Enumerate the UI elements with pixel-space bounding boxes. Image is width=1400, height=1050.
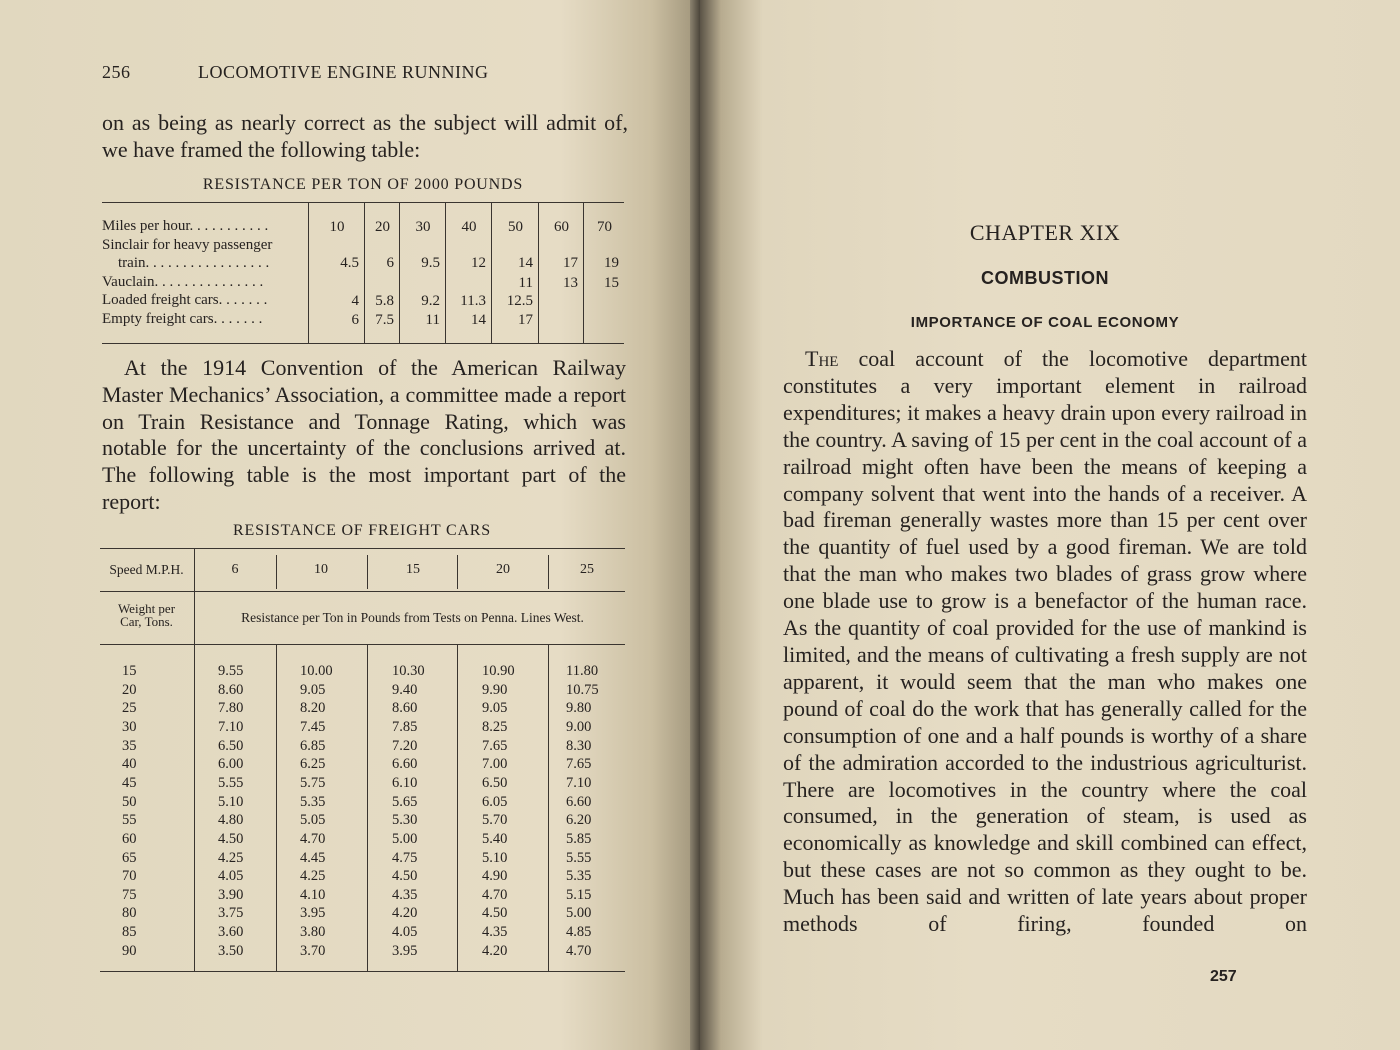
sinclair-value: 4.5 (340, 255, 359, 271)
resistance-cell: 4.80 (218, 812, 244, 829)
resistance-cell: 7.65 (482, 737, 508, 754)
resistance-cell: 10.30 (392, 663, 425, 679)
table-row (100, 794, 625, 813)
table-row (100, 868, 625, 887)
speed-header: 25 (580, 562, 594, 577)
left-page-number: 256 (102, 62, 131, 82)
resistance-cell: 3.70 (300, 942, 326, 959)
resistance-cell: 4.10 (300, 886, 326, 903)
sinclair-value: 12 (471, 255, 486, 271)
resistance-cell: 4.70 (482, 886, 508, 903)
resistance-cell: 4.85 (566, 924, 592, 941)
table1-speed-header: 40 (461, 219, 477, 235)
resistance-cell: 3.95 (300, 905, 326, 922)
resistance-cell: 3.80 (300, 924, 326, 941)
resistance-cell: 9.80 (566, 700, 592, 717)
lead-word: The (805, 346, 839, 371)
convention-paragraph (102, 355, 626, 516)
table-row (100, 850, 625, 869)
resistance-cell: 4.35 (482, 924, 508, 941)
resistance-cell: 10.75 (566, 681, 599, 698)
resistance-cell: 7.80 (218, 700, 244, 717)
combustion-paragraph (783, 346, 1307, 938)
car-weight-cell: 85 (122, 924, 137, 941)
resistance-cell: 10.00 (300, 663, 333, 679)
empty-freight-value: 6 (351, 312, 359, 328)
resistance-cell: 6.20 (566, 812, 592, 829)
table-row (100, 700, 625, 719)
table-row (100, 831, 625, 850)
car-weight-cell: 60 (122, 830, 137, 847)
resistance-cell: 7.45 (300, 718, 326, 735)
table-row (100, 775, 625, 794)
loaded-freight-value: 4 (351, 293, 359, 309)
resistance-cell: 3.95 (392, 942, 418, 959)
resistance-cell: 5.10 (482, 849, 508, 866)
table1-label: Vauclain. . . . . . . . . . . . . . . (102, 273, 264, 290)
table-row (100, 887, 625, 906)
resistance-cell: 4.45 (300, 849, 326, 866)
empty-freight-value: 17 (518, 312, 533, 328)
resistance-cell: 5.35 (300, 793, 326, 810)
sinclair-value: 6 (386, 255, 394, 271)
running-head-title: LOCOMOTIVE ENGINE RUNNING (198, 62, 489, 82)
resistance-cell: 5.10 (218, 793, 244, 810)
resistance-cell: 10.90 (482, 663, 515, 679)
table-row (100, 924, 625, 943)
table-resistance-freight-cars (100, 548, 625, 972)
car-weight-cell: 15 (122, 663, 137, 679)
table-row (100, 943, 625, 962)
sinclair-value: 17 (563, 255, 578, 271)
table1-speed-header: 20 (375, 219, 390, 235)
resistance-cell: 5.55 (566, 849, 592, 866)
table1-speed-column (399, 203, 446, 343)
loaded-freight-value: 9.2 (421, 293, 440, 309)
resistance-cell: 6.50 (218, 737, 244, 754)
table1-label: Miles per hour. . . . . . . . . . . (102, 218, 269, 234)
resistance-cell: 4.05 (392, 924, 418, 941)
resistance-cell: 3.75 (218, 905, 244, 922)
chapter-heading: CHAPTER XIX (969, 220, 1121, 245)
resistance-cell: 5.15 (566, 886, 592, 903)
resistance-cell: 5.00 (566, 905, 592, 922)
sinclair-value: 19 (604, 255, 619, 271)
section-heading: IMPORTANCE OF COAL ECONOMY (910, 314, 1180, 331)
table1-label: train. . . . . . . . . . . . . . . . . (118, 255, 270, 271)
resistance-cell: 5.70 (482, 812, 508, 829)
speed-header: 10 (314, 562, 328, 577)
car-weight-cell: 80 (122, 905, 137, 922)
resistance-cell: 9.05 (300, 681, 326, 698)
combustion-paragraph-text: coal account of the locomotive department constitutes a very important element in railroad expenditures; it makes a heavy drain upon every railroad in the country. A saving of 15 per cent in the coal account of a railroad might often have been the means of keeping a company solvent that went into the hands of a receiver. A bad fireman generally wastes more than 15 per cent over the quantity of fuel used by a good fireman. We are told that the man who makes two blades of grass grow where one blade use to grow is a benefactor of the human race. As the quantity of coal provided for the use of mankind is limited, and the means of cultivating a fresh supply are not apparent, it would seem that the man who makes one pound of coal do the work that has generally called for the consumption of one and a half pounds is worthy of a share of the admiration accorded to the industrious agriculturist. There are locomotives in the country where the coal consumed, in the generation of steam, is used as economically as knowledge and skill combined can effect, but these cases are not so common as they ought to be. Much has been said and written of late years about proper methods of firing, founded on (783, 346, 1307, 937)
resistance-cell: 8.30 (566, 737, 592, 754)
resistance-cell: 9.55 (218, 663, 244, 679)
car-weight-cell: 30 (122, 718, 137, 735)
resistance-cell: 4.20 (482, 942, 508, 959)
resistance-cell: 6.05 (482, 793, 508, 810)
speed-header: 20 (496, 562, 510, 577)
running-head (102, 62, 642, 83)
resistance-cell: 5.30 (392, 812, 418, 829)
resistance-cell: 5.05 (300, 812, 326, 829)
table2-header-row (100, 549, 625, 592)
car-weight-cell: 90 (122, 942, 137, 959)
resistance-cell: 5.65 (392, 793, 418, 810)
table1-speed-column (538, 203, 584, 343)
resistance-cell: 9.00 (566, 718, 592, 735)
table1-speed-header: 50 (508, 219, 523, 235)
table1-speed-column (364, 203, 400, 343)
vauclain-value: 15 (604, 275, 619, 291)
empty-freight-value: 14 (471, 312, 486, 328)
resistance-cell: 3.90 (218, 886, 244, 903)
sinclair-value: 14 (518, 255, 533, 271)
table2-caption: RESISTANCE OF FREIGHT CARS (233, 522, 491, 539)
table-row (100, 719, 625, 738)
resistance-cell: 7.00 (482, 756, 508, 773)
resistance-cell: 8.25 (482, 718, 508, 735)
weight-label-line2: Car, Tons. (120, 614, 173, 629)
resistance-cell: 4.25 (218, 849, 244, 866)
resistance-cell: 5.35 (566, 868, 592, 885)
resistance-cell: 5.85 (566, 830, 592, 847)
resistance-cell: 4.25 (300, 868, 326, 885)
table-row (100, 756, 625, 775)
speed-label: Speed M.P.H. (109, 562, 184, 577)
resistance-cell: 4.70 (300, 830, 326, 847)
loaded-freight-value: 5.8 (375, 293, 394, 309)
table1-speed-column (308, 203, 365, 343)
resistance-cell: 3.60 (218, 924, 244, 941)
resistance-cell: 6.60 (392, 756, 418, 773)
vauclain-value: 11 (518, 275, 533, 291)
table1-speed-column (445, 203, 492, 343)
sinclair-value: 9.5 (421, 255, 440, 271)
table1-speed-column (583, 203, 625, 343)
table1-speed-header: 10 (329, 219, 345, 235)
table1-speed-column (491, 203, 539, 343)
resistance-cell: 6.25 (300, 756, 326, 773)
resistance-cell: 7.65 (566, 756, 592, 773)
resistance-cell: 3.50 (218, 942, 244, 959)
table-row (100, 738, 625, 757)
table2-subheader (100, 592, 625, 645)
resistance-cell: 4.50 (218, 830, 244, 847)
resistance-cell: 8.20 (300, 700, 326, 717)
resistance-cell: 5.40 (482, 830, 508, 847)
table2-description: Resistance per Ton in Pounds from Tests on Penna. Lines West. (241, 610, 584, 625)
car-weight-cell: 65 (122, 849, 137, 866)
resistance-cell: 5.00 (392, 830, 418, 847)
resistance-cell: 4.20 (392, 905, 418, 922)
car-weight-cell: 70 (122, 868, 137, 885)
empty-freight-value: 11 (425, 312, 440, 328)
resistance-cell: 8.60 (392, 700, 418, 717)
table1-speed-header: 60 (554, 219, 569, 235)
resistance-cell: 7.85 (392, 718, 418, 735)
intro-paragraph: on as being as nearly correct as the subject will admit of, we have framed the following table: (102, 110, 628, 162)
empty-freight-value: 7.5 (375, 312, 394, 328)
resistance-cell: 6.00 (218, 756, 244, 773)
resistance-cell: 8.60 (218, 681, 244, 698)
table1-label: Sinclair for heavy passenger (102, 236, 273, 253)
resistance-cell: 6.85 (300, 737, 326, 754)
car-weight-cell: 75 (122, 886, 137, 903)
resistance-cell: 4.75 (392, 849, 418, 866)
resistance-cell: 4.05 (218, 868, 244, 885)
car-weight-cell: 25 (122, 700, 137, 717)
weight-label (100, 602, 193, 628)
table1-label: Empty freight cars. . . . . . . (102, 310, 263, 327)
resistance-cell: 4.50 (392, 868, 418, 885)
vauclain-value: 13 (563, 275, 578, 291)
resistance-cell: 4.35 (392, 886, 418, 903)
table-row (100, 905, 625, 924)
table1-speed-header: 70 (597, 219, 612, 235)
table1-speed-header: 30 (415, 219, 431, 235)
table1-caption: RESISTANCE PER TON OF 2000 POUNDS (202, 176, 524, 193)
resistance-cell: 9.05 (482, 700, 508, 717)
resistance-cell: 7.10 (218, 718, 244, 735)
car-weight-cell: 40 (122, 756, 137, 773)
table-row (100, 682, 625, 701)
table-row (100, 663, 625, 682)
resistance-cell: 5.55 (218, 774, 244, 791)
resistance-cell: 11.80 (566, 663, 599, 679)
car-weight-cell: 50 (122, 793, 137, 810)
resistance-cell: 7.10 (566, 774, 592, 791)
table-resistance-per-ton (102, 202, 624, 344)
loaded-freight-value: 12.5 (506, 293, 533, 309)
chapter-title: COMBUSTION (981, 268, 1109, 288)
resistance-cell: 5.75 (300, 774, 326, 791)
table1-label: Loaded freight cars. . . . . . . (102, 292, 268, 308)
resistance-cell: 4.50 (482, 905, 508, 922)
resistance-cell: 9.90 (482, 681, 508, 698)
resistance-cell: 4.90 (482, 868, 508, 885)
weight-label-line1: Weight per (117, 601, 176, 616)
resistance-cell: 7.20 (392, 737, 418, 754)
speed-header: 15 (406, 562, 420, 577)
resistance-cell: 6.60 (566, 793, 592, 810)
loaded-freight-value: 11.3 (460, 293, 486, 309)
right-page-number: 257 (1210, 968, 1237, 985)
resistance-cell: 6.10 (392, 774, 418, 791)
table1-row-labels (102, 217, 304, 328)
convention-paragraph-text: At the 1914 Convention of the American Railway Master Mechanics’ Association, a committee made a report on Train Resistance and Tonnage Rating, which was notable for the uncertainty of the conclusions arrived at. The following table is the most important part of the report: (102, 355, 626, 514)
car-weight-cell: 55 (122, 812, 137, 829)
table-row (100, 812, 625, 831)
resistance-cell: 6.50 (482, 774, 508, 791)
resistance-cell: 4.70 (566, 942, 592, 959)
car-weight-cell: 45 (122, 774, 137, 791)
speed-header: 6 (231, 562, 239, 577)
resistance-cell: 9.40 (392, 681, 418, 698)
car-weight-cell: 35 (122, 737, 137, 754)
car-weight-cell: 20 (122, 681, 137, 698)
